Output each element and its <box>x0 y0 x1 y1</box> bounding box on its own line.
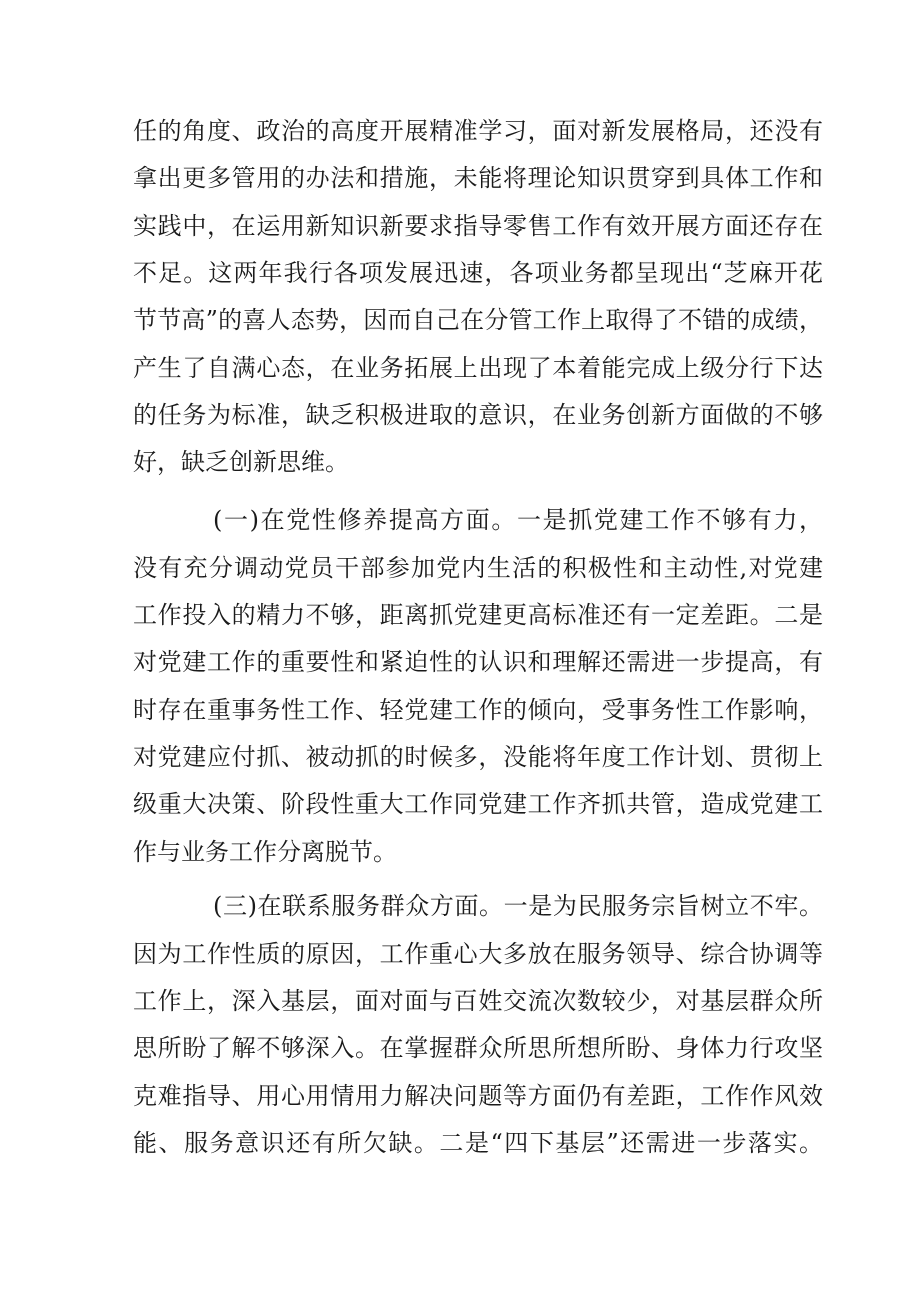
paragraph-line: 能、服务意识还有所欠缺。二是“四下基层”还需进一步落实。 <box>133 1129 823 1157</box>
paragraph-line: 不足。这两年我行各项发展迅速，各项业务都呈现出“芝麻开花 <box>133 259 823 287</box>
paragraph-line: 对党建应付抓、被动抓的时候多，没能将年度工作计划、贯彻上 <box>133 743 823 771</box>
section-heading-line: (一)在党性修养提高方面。一是抓党建工作不够有力， <box>213 506 823 534</box>
paragraph-line: 实践中，在运用新知识新要求指导零售工作有效开展方面还存在 <box>133 212 823 240</box>
paragraph-line: 工作上，深入基层，面对面与百姓交流次数较少，对基层群众所 <box>133 987 823 1015</box>
paragraph-line: 产生了自满心态，在业务拓展上出现了本着能完成上级分行下达 <box>133 354 823 382</box>
paragraph-line: 工作投入的精力不够，距离抓党建更高标准还有一定差距。二是 <box>133 601 823 629</box>
paragraph-line: 没有充分调动党员干部参加党内生活的积极性和主动性,对党建 <box>133 554 823 582</box>
paragraph-line: 克难指导、用心用情用力解决问题等方面仍有差距，工作作风效 <box>133 1082 823 1110</box>
paragraph-line: 因为工作性质的原因，工作重心大多放在服务领导、综合协调等 <box>133 940 823 968</box>
paragraph-line: 的任务为标准，缺乏积极进取的意识，在业务创新方面做的不够 <box>133 401 823 429</box>
paragraph-line: 作与业务工作分离脱节。 <box>133 838 397 866</box>
paragraph-line: 拿出更多管用的办法和措施，未能将理论知识贯穿到具体工作和 <box>133 164 823 192</box>
paragraph-line: 节节高”的喜人态势，因而自己在分管工作上取得了不错的成绩， <box>133 306 823 334</box>
paragraph-line: 好，缺乏创新思维。 <box>133 448 349 476</box>
paragraph-line: 对党建工作的重要性和紧迫性的认识和理解还需进一步提高，有 <box>133 648 823 676</box>
paragraph-line: 级重大决策、阶段性重大工作同党建工作齐抓共管，造成党建工 <box>133 790 823 818</box>
paragraph-line: 思所盼了解不够深入。在掌握群众所思所想所盼、身体力行攻坚 <box>133 1034 823 1062</box>
paragraph-line: 时存在重事务性工作、轻党建工作的倾向，受事务性工作影响， <box>133 696 823 724</box>
section-heading-line: (三)在联系服务群众方面。一是为民服务宗旨树立不牢。 <box>213 892 823 920</box>
paragraph-line: 任的角度、政治的高度开展精准学习，面对新发展格局，还没有 <box>133 117 823 145</box>
